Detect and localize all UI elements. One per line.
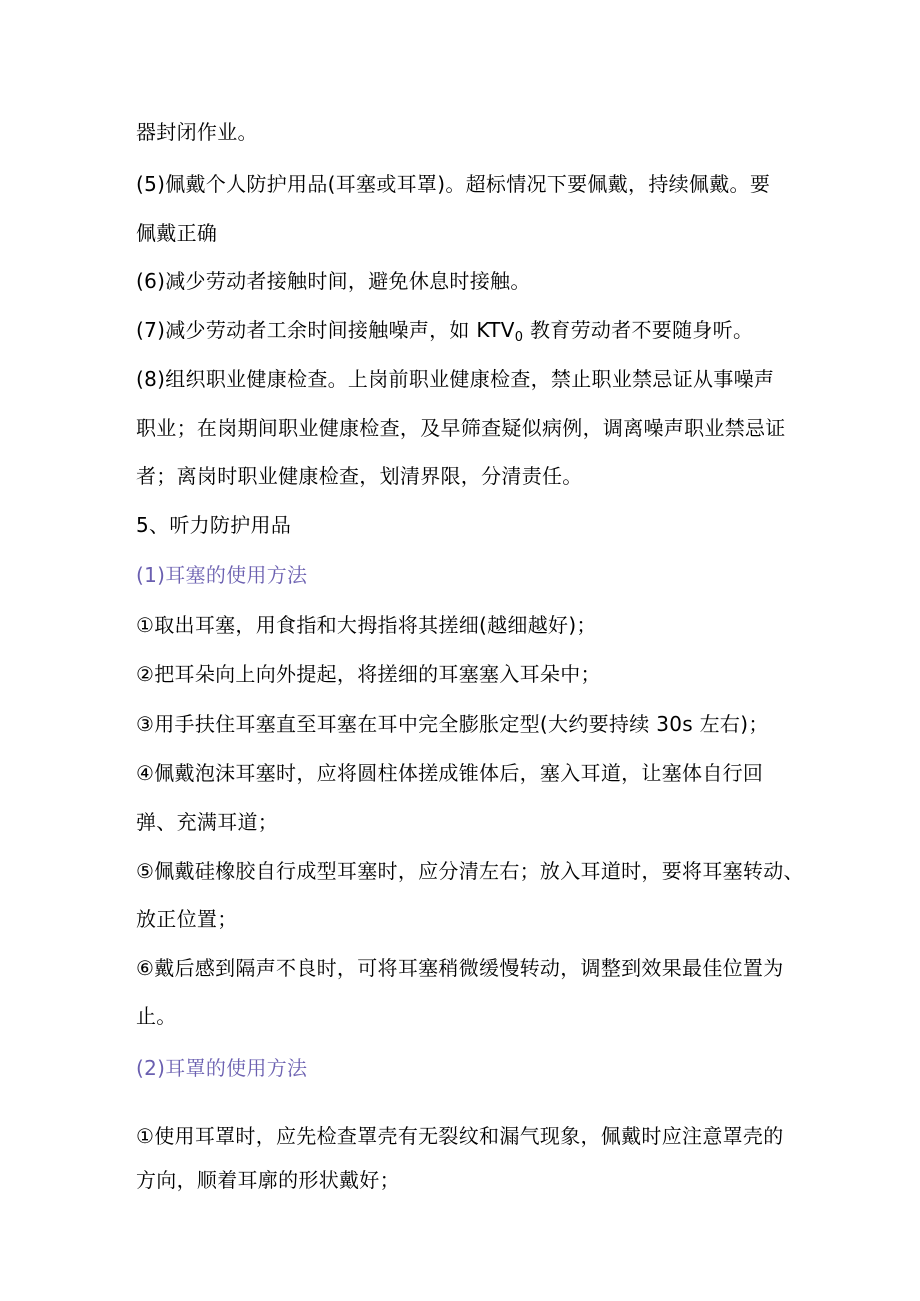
step-line: ①使用耳罩时，应先检查罩壳有无裂纹和漏气现象，佩戴时应注意罩壳的 — [136, 1124, 784, 1148]
step-line: 弹、充满耳道； — [136, 810, 279, 834]
step-line: ③用手扶住耳塞直至耳塞在耳中完全膨胀定型(大约要持续 30s 左右)； — [136, 712, 769, 736]
step-line: ②把耳朵向上向外提起，将搓细的耳塞塞入耳朵中； — [136, 662, 601, 686]
paragraph-line: (5)佩戴个人防护用品(耳塞或耳罩)。超标情况下要佩戴，持续佩戴。要 — [136, 172, 771, 196]
step-line: ⑤佩戴硅橡胶自行成型耳塞时，应分清左右；放入耳道时，要将耳塞转动、 — [136, 859, 804, 883]
paragraph-line-ktv — [136, 316, 753, 352]
section-title: 5、听力防护用品 — [136, 513, 292, 537]
subsection-heading-earmuff: (2)耳罩的使用方法 — [136, 1056, 308, 1080]
paragraph-line: 者；离岗时职业健康检查，划清界限，分清责任。 — [136, 464, 583, 488]
step-line: 止。 — [136, 1004, 177, 1028]
step-line: ⑥戴后感到隔声不良时，可将耳塞稍微缓慢转动，调整到效果最佳位置为 — [136, 956, 784, 980]
line-text-after: 教育劳动者不要随身听。 — [523, 318, 754, 342]
step-line: ①取出耳塞，用食指和大拇指将其搓细(越细越好)； — [136, 613, 597, 637]
subsection-heading-earplug: (1)耳塞的使用方法 — [136, 563, 308, 587]
line-text-before: (7)减少劳动者工余时间接触噪声，如 KTV — [136, 318, 515, 342]
subscript-zero: 0 — [514, 330, 524, 345]
step-line: ④佩戴泡沫耳塞时，应将圆柱体搓成锥体后，塞入耳道，让塞体自行回 — [136, 761, 764, 785]
paragraph-line: 佩戴正确 — [136, 221, 218, 245]
paragraph-line: (8)组织职业健康检查。上岗前职业健康检查，禁止职业禁忌证从事噪声 — [136, 367, 775, 391]
paragraph-line: 职业；在岗期间职业健康检查，及早筛查疑似病例，调离噪声职业禁忌证 — [136, 416, 786, 440]
step-line: 放正位置； — [136, 907, 238, 931]
paragraph-line: 器封闭作业。 — [136, 120, 258, 144]
step-line: 方向，顺着耳廓的形状戴好； — [136, 1168, 400, 1192]
paragraph-line: (6)减少劳动者接触时间，避免休息时接触。 — [136, 269, 531, 293]
